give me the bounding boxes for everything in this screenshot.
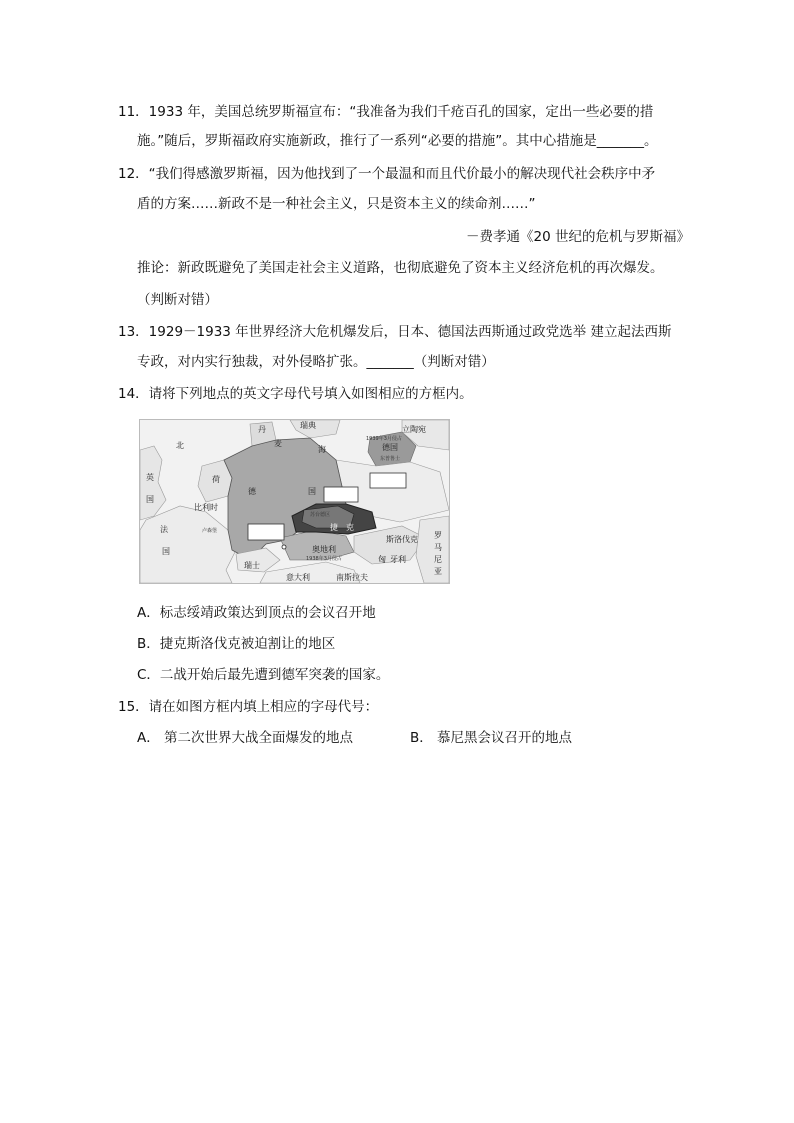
- q12-source: －费孝通《20 世纪的危机与罗斯福》: [466, 229, 690, 245]
- map-label-romania1: 罗: [434, 531, 442, 540]
- map-label-hungary2: 牙利: [390, 555, 406, 564]
- map-label-sweden: 瑞典: [300, 421, 316, 430]
- map-label-france2: 国: [162, 547, 170, 556]
- q12-line2: 盾的方案……新政不是一种社会主义，只是资本主义的续命剂……”: [137, 196, 536, 212]
- map-label-germany1: 德: [248, 487, 256, 496]
- map-label-germany2: 国: [308, 487, 316, 496]
- map-label-slovakia: 斯洛伐克: [386, 535, 418, 544]
- map-label-romania4: 亚: [434, 567, 442, 576]
- q14-stem: 14．请将下列地点的英文字母代号填入如图相应的方框内。: [118, 386, 473, 402]
- q14-option-b: B．捷克斯洛伐克被迫割让的地区: [137, 636, 336, 652]
- q15-stem: 15．请在如图方框内填上相应的字母代号：: [118, 699, 379, 715]
- map-label-mai: 麦: [274, 439, 282, 448]
- q12-line1: 12．“我们得感激罗斯福，因为他找到了一个最温和而且代价最小的解决现代社会秩序中矛: [118, 166, 656, 182]
- map-label-lithuania: 立陶宛: [402, 425, 426, 434]
- map-label-holland: 荷: [212, 475, 220, 484]
- map-label-czech2: 克: [346, 523, 354, 532]
- map-label-north: 北: [176, 441, 184, 450]
- map-label-date1938: 1938年3月侵占: [306, 556, 342, 562]
- map-label-germany-e1: 德国: [382, 443, 398, 452]
- map-label-germany-e2: 东普鲁士: [380, 456, 401, 462]
- map-label-yugoslavia: 南斯拉夫: [336, 573, 368, 582]
- q11-line1: 11．1933 年，美国总统罗斯福宣布：“我准备为我们千疮百孔的国家，定出一些必要的措: [118, 104, 654, 120]
- q14-option-a: A．标志绥靖政策达到顶点的会议召开地: [137, 605, 376, 621]
- map-label-britain1: 英: [146, 473, 154, 482]
- map-label-austria: 奥地利: [312, 545, 336, 554]
- q15-option-a: A． 第二次世界大战全面爆发的地点: [137, 730, 354, 746]
- map-label-belgium: 比利时: [194, 503, 218, 512]
- map-label-hungary1: 匈: [378, 555, 386, 564]
- map-label-czech: 捷: [330, 523, 338, 532]
- q14-option-c: C．二战开始后最先遭到德军突袭的国家。: [137, 667, 390, 683]
- q15-option-b: B． 慕尼黑会议召开的地点: [410, 730, 573, 746]
- europe-map: [139, 419, 450, 584]
- map-label-britain2: 国: [146, 495, 154, 504]
- map-label-date1939: 1939年3月侵占: [366, 436, 402, 442]
- q13-line2: 专政，对内实行独裁，对外侵略扩张。_______（判断对错）: [137, 354, 495, 370]
- q12-judge: （判断对错）: [137, 292, 218, 308]
- map-label-swiss: 瑞士: [244, 561, 260, 570]
- map-label-france1: 法: [160, 525, 168, 534]
- q13-line1: 13．1929－1933 年世界经济大危机爆发后，日本、德国法西斯通过政党选举 建立起法西斯: [118, 324, 672, 340]
- q12-inference: 推论：新政既避免了美国走社会主义道路，也彻底避免了资本主义经济危机的再次爆发。: [137, 260, 664, 276]
- map-label-italy: 意大利: [286, 573, 310, 582]
- map-label-sudeten: 苏台德区: [310, 512, 331, 518]
- map-label-lux: 卢森堡: [202, 528, 218, 534]
- q11-line2: 施。”随后，罗斯福政府实施新政，推行了一系列“必要的措施”。其中心措施是_______。: [137, 133, 658, 149]
- map-label-denmark: 丹: [258, 425, 266, 434]
- map-label-romania2: 马: [434, 543, 442, 552]
- map-label-romania3: 尼: [434, 555, 442, 564]
- map-label-sea: 海: [318, 445, 326, 454]
